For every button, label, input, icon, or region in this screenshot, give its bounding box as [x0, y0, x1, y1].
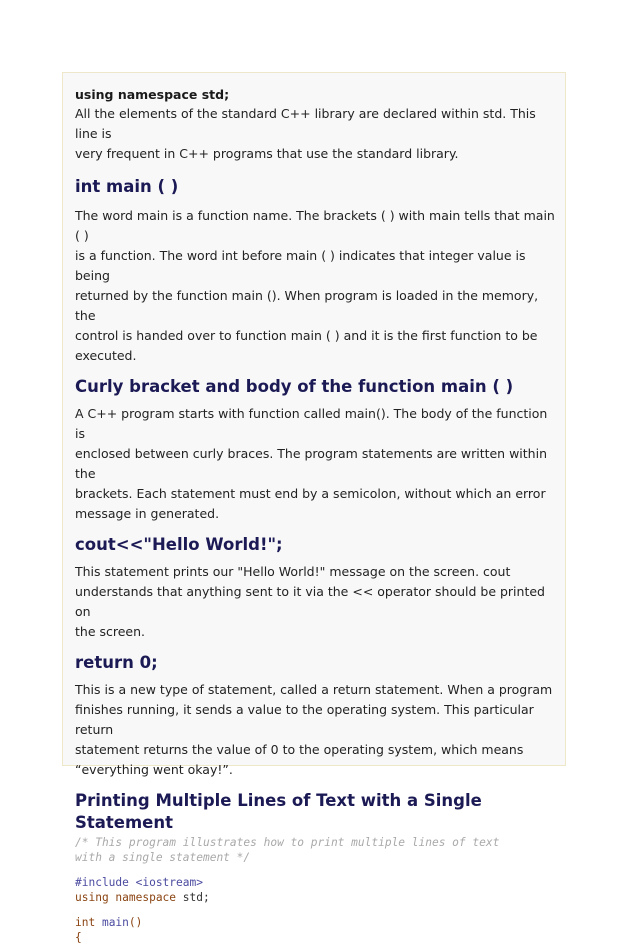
paragraph-line: This is a new type of statement, called a return statement. When a program — [75, 680, 559, 700]
code-using-line — [75, 891, 559, 906]
code-main-line — [75, 916, 559, 931]
paragraph-line: executed. — [75, 346, 559, 366]
paragraph-line: “everything went okay!”. — [75, 760, 559, 780]
code-text: () — [129, 916, 142, 929]
document-body — [75, 84, 559, 945]
paragraph-line: the screen. — [75, 622, 559, 642]
code-keyword: using namespace — [75, 891, 176, 904]
paragraph-line: control is handed over to function main ( ) and it is the first function to be — [75, 326, 559, 346]
paragraph-line: brackets. Each statement must end by a semicolon, without which an error — [75, 484, 559, 504]
paragraph-line: returned by the function main (). When program is loaded in the memory, the — [75, 286, 559, 326]
section-heading-return: return 0; — [75, 652, 559, 674]
intro-line-1: All the elements of the standard C++ library are declared within std. This line is — [75, 104, 559, 144]
paragraph-line: understands that anything sent to it via the << operator should be printed on — [75, 582, 559, 622]
paragraph-line: The word main is a function name. The brackets ( ) with main tells that main ( ) — [75, 206, 559, 246]
code-include-line: #include <iostream> — [75, 876, 559, 891]
code-brace-line: { — [75, 931, 559, 945]
paragraph-line: message in generated. — [75, 504, 559, 524]
paragraph-line: statement returns the value of 0 to the operating system, which means — [75, 740, 559, 760]
paragraph-line: is a function. The word int before main ( ) indicates that integer value is being — [75, 246, 559, 286]
paragraph-line: This statement prints our "Hello World!" message on the screen. cout — [75, 562, 559, 582]
section-heading-cout: cout<<"Hello World!"; — [75, 534, 559, 556]
code-block — [75, 836, 559, 945]
code-comment-line: /* This program illustrates how to print multiple lines of text — [75, 836, 559, 851]
paragraph-line: A C++ program starts with function called main(). The body of the function is — [75, 404, 559, 444]
paragraph-line: finishes running, it sends a value to the operating system. This particular return — [75, 700, 559, 740]
intro-heading: using namespace std; — [75, 86, 559, 104]
paragraph-line: enclosed between curly braces. The program statements are written within the — [75, 444, 559, 484]
code-text: std; — [176, 891, 210, 904]
intro-line-2: very frequent in C++ programs that use the standard library. — [75, 144, 559, 164]
section-heading-multiple-lines: Printing Multiple Lines of Text with a Single Statement — [75, 790, 559, 834]
code-keyword: int — [75, 916, 95, 929]
section-heading-int-main: int main ( ) — [75, 176, 559, 198]
code-comment-line: with a single statement */ — [75, 851, 559, 866]
section-heading-curly-bracket: Curly bracket and body of the function main ( ) — [75, 376, 559, 398]
code-function-name: main — [95, 916, 129, 929]
